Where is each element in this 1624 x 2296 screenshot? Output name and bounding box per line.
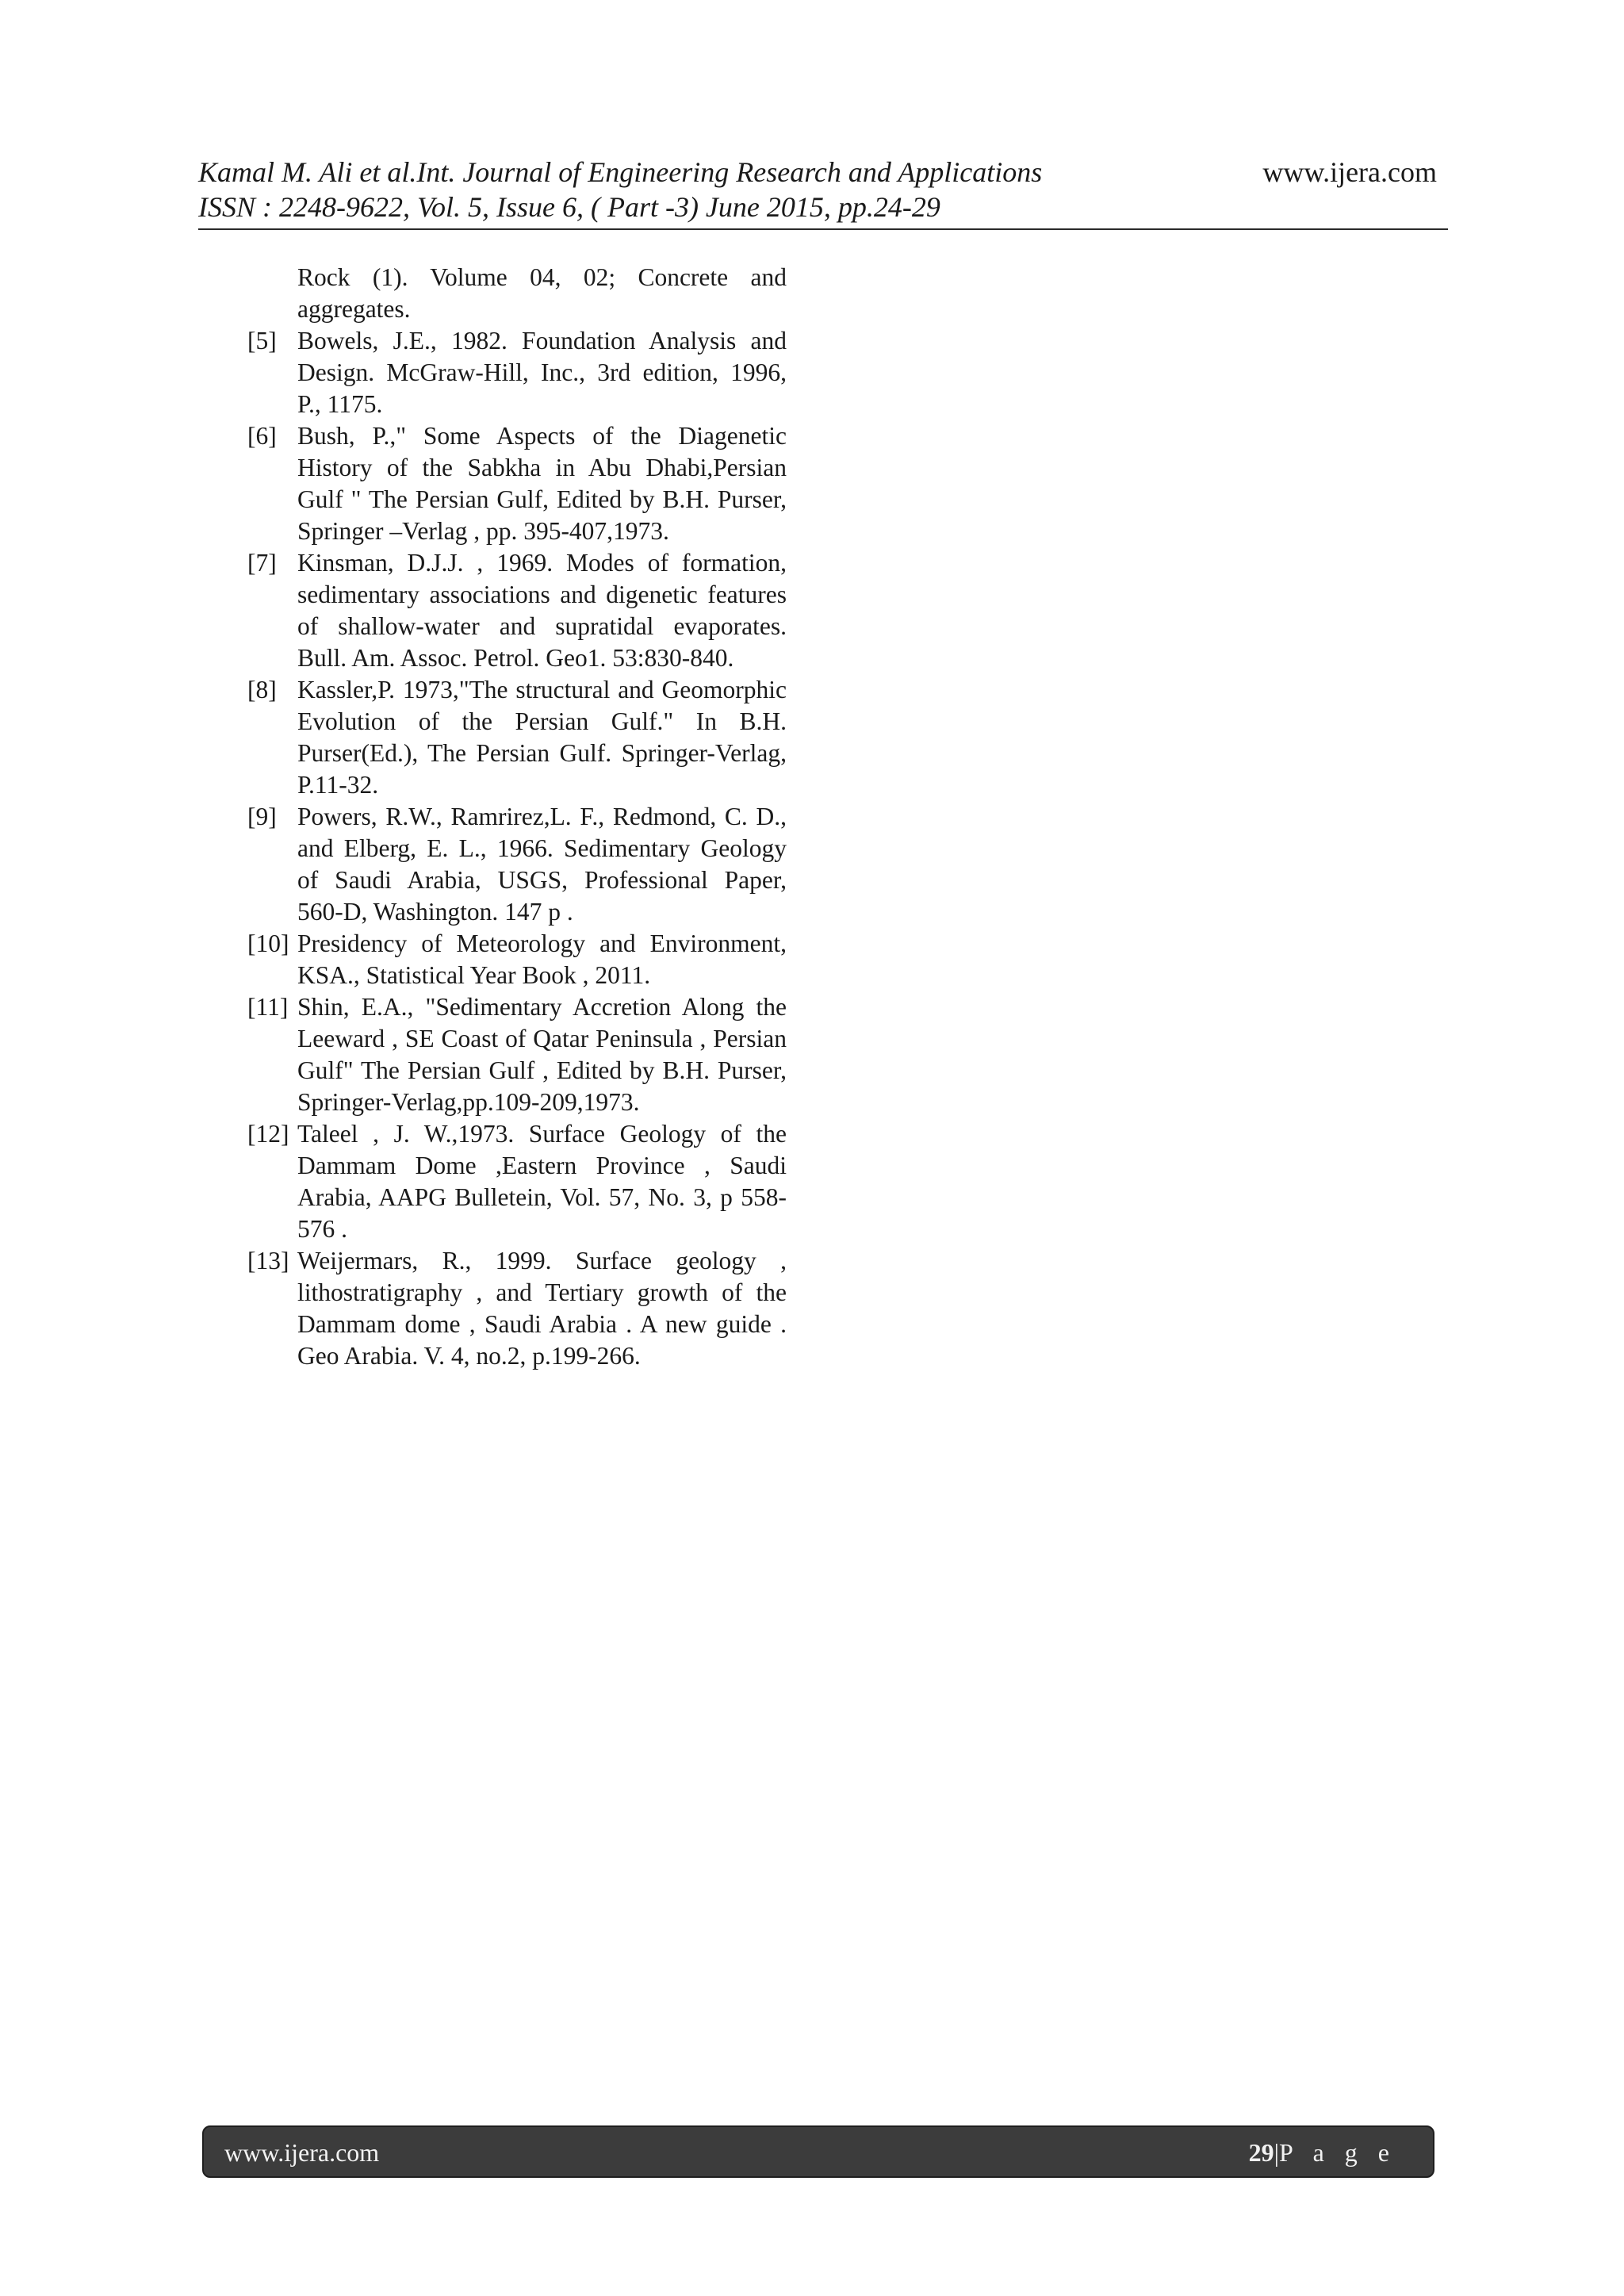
page-separator: | bbox=[1274, 2138, 1279, 2167]
issn-line: ISSN : 2248-9622, Vol. 5, Issue 6, ( Part -3) June 2015, pp.24-29 bbox=[198, 191, 940, 223]
page-number: 29 bbox=[1248, 2138, 1274, 2167]
reference-text: Bush, P.," Some Aspects of the Diagenetic History of the Sabkha in Abu Dhabi,Persian Gulf " The Persian Gulf, Edited by B.H. Purser, Springer –Verlag , pp. 395-407,1973. bbox=[297, 422, 787, 545]
page-header bbox=[198, 155, 1448, 231]
reference-number: [6] bbox=[247, 422, 277, 450]
page-label: P a g e bbox=[1278, 2138, 1396, 2167]
header-divider bbox=[198, 228, 1448, 230]
reference-number: [8] bbox=[247, 676, 277, 703]
reference-text: Kassler,P. 1973,"The structural and Geomorphic Evolution of the Persian Gulf." In B.H. Purser(Ed.), The Persian Gulf. Springer-Verlag, P.11-32. bbox=[297, 676, 787, 799]
reference-text: Presidency of Meteorology and Environment, KSA., Statistical Year Book , 2011. bbox=[297, 930, 787, 989]
reference-item bbox=[247, 801, 787, 928]
reference-continuation: Rock (1). Volume 04, 02; Concrete and aggregates. bbox=[297, 263, 787, 323]
page-indicator bbox=[1249, 2137, 1396, 2168]
reference-number: [11] bbox=[247, 993, 289, 1021]
header-website-link[interactable]: www.ijera.com bbox=[1262, 156, 1437, 188]
reference-item bbox=[247, 325, 787, 420]
reference-number: [13] bbox=[247, 1247, 289, 1274]
reference-item bbox=[247, 1245, 787, 1372]
reference-number: [10] bbox=[247, 930, 289, 957]
footer-website-link[interactable]: www.ijera.com bbox=[224, 2138, 380, 2167]
reference-text: Shin, E.A., "Sedimentary Accretion Along the Leeward , SE Coast of Qatar Peninsula , Persian Gulf" The Persian Gulf , Edited by B.H. Purser, Springer-Verlag,pp.109-209,1973. bbox=[297, 993, 787, 1116]
reference-text: Kinsman, D.J.J. , 1969. Modes of formation, sedimentary associations and digenetic features of shallow-water and supratidal evaporates. Bull. Am. Assoc. Petrol. Geo1. 53:830-840. bbox=[297, 549, 787, 672]
reference-item bbox=[247, 991, 787, 1118]
reference-number: [7] bbox=[247, 549, 277, 577]
reference-item bbox=[247, 420, 787, 547]
reference-item bbox=[247, 674, 787, 801]
references-list bbox=[247, 262, 787, 1372]
reference-text: Powers, R.W., Ramrirez,L. F., Redmond, C. D., and Elberg, E. L., 1966. Sedimentary Geology of Saudi Arabia, USGS, Professional Paper, 560-D, Washington. 147 p . bbox=[297, 803, 787, 926]
reference-item bbox=[247, 1118, 787, 1245]
reference-number: [9] bbox=[247, 803, 277, 830]
reference-text: Bowels, J.E., 1982. Foundation Analysis and Design. McGraw-Hill, Inc., 3rd edition, 1996, P., 1175. bbox=[297, 327, 787, 418]
journal-citation-line: Kamal M. Ali et al.Int. Journal of Engineering Research and Applications bbox=[198, 156, 1043, 188]
reference-item bbox=[247, 547, 787, 674]
reference-number: [12] bbox=[247, 1120, 289, 1148]
reference-item bbox=[247, 928, 787, 991]
page-footer bbox=[202, 2125, 1434, 2178]
reference-number: [5] bbox=[247, 327, 277, 355]
reference-text: Taleel , J. W.,1973. Surface Geology of the Dammam Dome ,Eastern Province , Saudi Arabia, AAPG Bulletein, Vol. 57, No. 3, p 558-576 . bbox=[297, 1120, 787, 1243]
reference-text: Weijermars, R., 1999. Surface geology , lithostratigraphy , and Tertiary growth of the Dammam dome , Saudi Arabia . A new guide . Geo Arabia. V. 4, no.2, p.199-266. bbox=[297, 1247, 787, 1370]
